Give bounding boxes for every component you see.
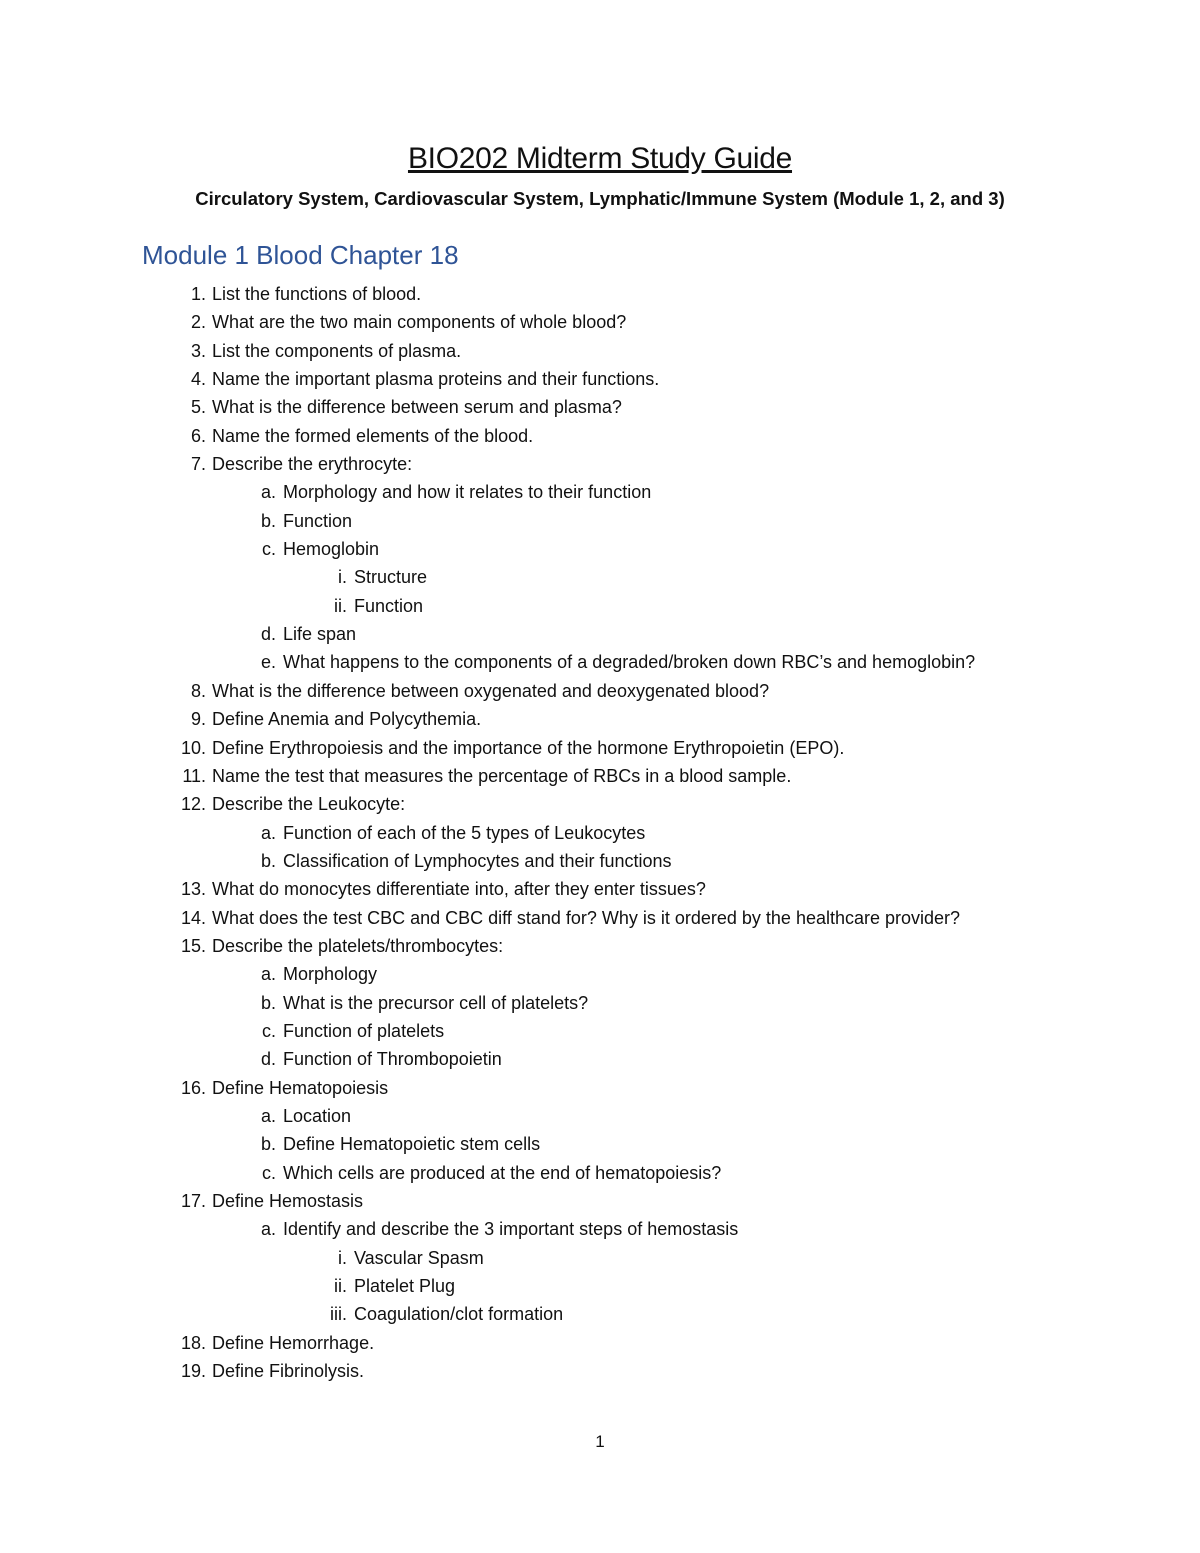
section-heading: Module 1 Blood Chapter 18 — [142, 240, 459, 270]
list-item — [0, 620, 1200, 648]
list-item-text: Life span — [283, 624, 357, 645]
list-item-text: Coagulation/clot formation — [354, 1304, 564, 1325]
list-item — [0, 932, 1200, 960]
list-item — [0, 960, 1200, 988]
list-item-marker: d. — [260, 1049, 276, 1070]
list-item-marker: 14. — [180, 907, 206, 928]
list-item — [0, 705, 1200, 733]
list-item-text: Name the test that measures the percentage of RBCs in a blood sample. — [212, 765, 792, 786]
list-item-text: What does the test CBC and CBC diff stand for? Why is it ordered by the healthcare provider? — [212, 907, 961, 928]
list-item-text: Classification of Lymphocytes and their functions — [283, 850, 672, 871]
list-item-text: Identify and describe the 3 important steps of hemostasis — [283, 1219, 739, 1240]
list-item-marker: 8. — [190, 680, 206, 701]
list-item — [0, 1357, 1200, 1385]
list-item-text: Define Fibrinolysis. — [212, 1361, 365, 1382]
list-item-marker: 1. — [190, 284, 206, 304]
list-item-text: Hemoglobin — [283, 539, 380, 560]
list-item — [0, 790, 1200, 818]
list-item-marker: 12. — [180, 794, 206, 815]
list-item-marker: ii. — [334, 1276, 347, 1297]
list-item — [0, 1272, 1200, 1300]
list-item-text: What do monocytes differentiate into, after they enter tissues? — [212, 879, 706, 900]
list-item-text: Define Hemorrhage. — [212, 1332, 375, 1353]
list-item-marker: 3. — [190, 340, 206, 361]
list-item-marker: c. — [261, 1020, 276, 1041]
list-item — [0, 904, 1200, 932]
list-item-marker: ii. — [334, 595, 347, 616]
list-item-text: Morphology and how it relates to their function — [283, 482, 652, 503]
list-item — [0, 450, 1200, 478]
list-item — [0, 1045, 1200, 1073]
list-item-text: Describe the Leukocyte: — [212, 794, 406, 815]
list-item-text: List the components of plasma. — [212, 340, 462, 361]
list-item-text: Define Anemia and Polycythemia. — [212, 709, 482, 730]
list-item-text: Location — [283, 1105, 352, 1126]
list-item-marker: a. — [260, 964, 276, 985]
list-item-marker: 6. — [190, 425, 206, 446]
list-item-marker: 10. — [180, 737, 206, 758]
list-item — [0, 365, 1200, 393]
list-item — [0, 1187, 1200, 1215]
list-item — [0, 1017, 1200, 1045]
list-item-text: Vascular Spasm — [354, 1247, 484, 1268]
document-title: BIO202 Midterm Study Guide — [407, 142, 793, 175]
list-item-text: Morphology — [283, 964, 378, 985]
list-item — [0, 847, 1200, 875]
list-item-text: Describe the erythrocyte: — [212, 454, 413, 475]
list-item-marker: 16. — [180, 1077, 206, 1098]
list-item — [0, 1244, 1200, 1272]
list-item-text: Function — [283, 510, 353, 531]
list-item-marker: 17. — [180, 1191, 206, 1211]
list-item — [0, 1215, 1200, 1243]
list-item-marker: e. — [260, 652, 276, 673]
list-item-marker: i. — [338, 1247, 347, 1268]
list-item-marker: iii. — [330, 1304, 347, 1325]
list-item-text: List the functions of blood. — [212, 284, 422, 304]
list-item-text: What happens to the components of a degraded/broken down RBC’s and hemoglobin? — [283, 652, 976, 673]
list-item-text: What is the difference between oxygenated and deoxygenated blood? — [212, 680, 770, 701]
list-item-marker: a. — [260, 1219, 276, 1240]
list-item — [0, 875, 1200, 903]
list-item-marker: 19. — [180, 1361, 206, 1382]
list-item-text: Function — [354, 595, 424, 616]
list-item — [0, 535, 1200, 563]
list-item-text: Structure — [354, 567, 428, 588]
list-item — [0, 819, 1200, 847]
list-item-text: Define Hematopoiesis — [212, 1077, 389, 1098]
page-number: 1 — [595, 1432, 605, 1451]
list-item-marker: 15. — [180, 935, 206, 956]
list-item — [0, 1074, 1200, 1102]
list-item-text: Describe the platelets/thrombocytes: — [212, 935, 504, 956]
list-item — [0, 989, 1200, 1017]
question-list — [0, 280, 1200, 1385]
list-item-text: Name the formed elements of the blood. — [212, 425, 534, 446]
list-item-text: Function of each of the 5 types of Leukocytes — [283, 822, 646, 843]
list-item — [0, 1159, 1200, 1187]
list-item-marker: 9. — [190, 709, 206, 730]
list-item-marker: b. — [260, 992, 276, 1013]
list-item-marker: 7. — [190, 454, 206, 475]
list-item-text: Define Hemostasis — [212, 1191, 364, 1211]
list-item-marker: 2. — [190, 312, 206, 333]
list-item-text: Which cells are produced at the end of hematopoiesis? — [283, 1162, 722, 1183]
list-item — [0, 422, 1200, 450]
document-subtitle: Circulatory System, Cardiovascular System, Lymphatic/Immune System (Module 1, 2, and 3) — [195, 188, 1005, 209]
list-item-marker: 4. — [190, 369, 206, 390]
list-item — [0, 280, 1200, 308]
list-item-text: Function of platelets — [283, 1020, 445, 1041]
list-item — [0, 734, 1200, 762]
list-item — [0, 393, 1200, 421]
list-item — [0, 592, 1200, 620]
list-item — [0, 677, 1200, 705]
list-item — [0, 762, 1200, 790]
list-item — [0, 1102, 1200, 1130]
list-item-marker: 18. — [180, 1332, 206, 1353]
list-item — [0, 1300, 1200, 1328]
list-item-text: What is the difference between serum and plasma? — [212, 397, 622, 418]
list-item — [0, 308, 1200, 336]
list-item-marker: 13. — [180, 879, 206, 900]
list-item — [0, 507, 1200, 535]
list-item-marker: c. — [261, 1162, 276, 1183]
list-item-marker: a. — [260, 822, 276, 843]
list-item-marker: i. — [338, 567, 347, 588]
list-item-text: What is the precursor cell of platelets? — [283, 992, 589, 1013]
list-item-marker: b. — [260, 510, 276, 531]
list-item-marker: a. — [260, 1105, 276, 1126]
list-item — [0, 1329, 1200, 1357]
list-item-marker: a. — [260, 482, 276, 503]
list-item-text: Function of Thrombopoietin — [283, 1049, 502, 1070]
list-item-text: Name the important plasma proteins and their functions. — [212, 369, 660, 390]
list-item — [0, 563, 1200, 591]
list-item-marker: d. — [260, 624, 276, 645]
list-item — [0, 337, 1200, 365]
list-item — [0, 648, 1200, 676]
list-item-text: Platelet Plug — [354, 1276, 456, 1297]
list-item-marker: c. — [261, 539, 276, 560]
list-item — [0, 1130, 1200, 1158]
list-item-marker: b. — [260, 850, 276, 871]
list-item-text: Define Hematopoietic stem cells — [283, 1134, 541, 1155]
list-item-marker: 5. — [190, 397, 206, 418]
list-item-marker: 11. — [182, 765, 206, 786]
list-item-text: Define Erythropoiesis and the importance of the hormone Erythropoietin (EPO). — [212, 737, 845, 758]
list-item-marker: b. — [260, 1134, 276, 1155]
list-item — [0, 478, 1200, 506]
list-item-text: What are the two main components of whole blood? — [212, 312, 627, 333]
